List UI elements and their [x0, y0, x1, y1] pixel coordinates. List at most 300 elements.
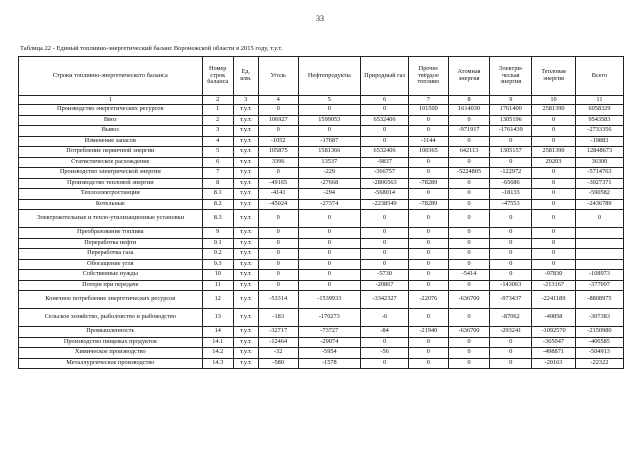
table-cell: 101509 [409, 105, 449, 116]
table-cell: т.у.т. [233, 126, 258, 137]
table-cell: 14.2 [202, 348, 233, 359]
row-label: Обогащение угля [19, 259, 203, 270]
row-label: Переработка нефти [19, 238, 203, 249]
table-cell: -504913 [575, 348, 623, 359]
table-cell: -32717 [258, 327, 298, 338]
column-number: 2 [202, 96, 233, 105]
table-cell: 0 [490, 348, 532, 359]
table-cell: 0 [448, 199, 490, 210]
table-cell: -213167 [532, 280, 576, 291]
table-cell: 0 [409, 249, 449, 260]
table-cell: -2436789 [575, 199, 623, 210]
column-number: 11 [575, 96, 623, 105]
table-cell: 0 [298, 126, 361, 137]
table-cell: -498871 [532, 348, 576, 359]
table-cell: т.у.т. [233, 337, 258, 348]
table-cell: -29074 [298, 337, 361, 348]
table-cell [575, 228, 623, 239]
table-row [19, 210, 624, 228]
table-cell: 0 [409, 157, 449, 168]
table-cell: 0 [490, 358, 532, 369]
table-cell: -183 [258, 309, 298, 327]
table-cell: -27668 [298, 178, 361, 189]
table-cell: -1144 [409, 136, 449, 147]
table-cell: -47553 [490, 199, 532, 210]
table-cell: 0 [448, 280, 490, 291]
column-number: 8 [448, 96, 490, 105]
table-cell: т.у.т. [233, 228, 258, 239]
table-cell: -9837 [361, 157, 409, 168]
table-cell: -19883 [575, 136, 623, 147]
table-cell: т.у.т. [233, 249, 258, 260]
table-cell: 0 [258, 280, 298, 291]
table-cell: 0 [448, 358, 490, 369]
table-cell: 0 [409, 238, 449, 249]
table-cell: 13 [202, 309, 233, 327]
table-cell: -49858 [532, 309, 576, 327]
column-header: Нефтепродукты [298, 57, 361, 96]
table-cell: 0 [448, 178, 490, 189]
table-cell: -65686 [490, 178, 532, 189]
table-cell: 0 [448, 249, 490, 260]
table-cell: т.у.т. [233, 189, 258, 200]
table-cell: -973437 [490, 291, 532, 309]
column-number: 6 [361, 96, 409, 105]
table-cell: 0 [258, 249, 298, 260]
table-cell [575, 259, 623, 270]
table-row [19, 337, 624, 348]
table-cell: 3396 [258, 157, 298, 168]
table-cell: 0 [409, 337, 449, 348]
table-cell: 0 [448, 136, 490, 147]
table-row [19, 259, 624, 270]
table-cell: 0 [361, 210, 409, 228]
table-cell: 36300 [575, 157, 623, 168]
table-cell: т.у.т. [233, 199, 258, 210]
page-number: 33 [316, 14, 324, 23]
table-cell: -8808975 [575, 291, 623, 309]
table-cell: -20867 [361, 280, 409, 291]
table-row [19, 249, 624, 260]
table-cell: 0 [361, 249, 409, 260]
column-number: 3 [233, 96, 258, 105]
table-cell: 106927 [258, 115, 298, 126]
column-number: 5 [298, 96, 361, 105]
table-cell: 0 [409, 309, 449, 327]
table-cell: 9.2 [202, 249, 233, 260]
table-cell: -590582 [575, 189, 623, 200]
row-label: Электрокотельные и тепло-утилизационные установки [19, 210, 203, 228]
column-header: Природный газ [361, 57, 409, 96]
table-cell: т.у.т. [233, 280, 258, 291]
table-cell: 1761400 [490, 105, 532, 116]
row-label: Теплоэлектростанции [19, 189, 203, 200]
column-number: 7 [409, 96, 449, 105]
table-cell: т.у.т. [233, 270, 258, 281]
table-cell: 14 [202, 327, 233, 338]
table-row [19, 178, 624, 189]
row-label: Потребление первичной энергии [19, 147, 203, 158]
table-cell: -5954 [298, 348, 361, 359]
column-header: Строки топливно-энергетического баланса [19, 57, 203, 96]
table-cell: -1761439 [490, 126, 532, 137]
column-header: Всего [575, 57, 623, 96]
table-cell: -22322 [575, 358, 623, 369]
table-cell: -45024 [258, 199, 298, 210]
table-cell: -3342327 [361, 291, 409, 309]
table-cell: 0 [409, 126, 449, 137]
table-cell: -18133 [490, 189, 532, 200]
table-caption: Таблица 22 - Единый топливно-энергетический баланс Воронежской области в 2015 году, т.у.т. [20, 45, 283, 52]
table-cell: т.у.т. [233, 309, 258, 327]
table-cell: 2 [202, 115, 233, 126]
table-cell: -1092570 [532, 327, 576, 338]
table-cell: -1052 [258, 136, 298, 147]
table-row [19, 105, 624, 116]
table-cell: т.у.т. [233, 115, 258, 126]
table-cell: -5414 [448, 270, 490, 281]
table-cell: 0 [532, 178, 576, 189]
table-cell: 12848673 [575, 147, 623, 158]
table-cell: -78289 [409, 199, 449, 210]
table-cell: 0 [409, 189, 449, 200]
table-cell: -27374 [298, 199, 361, 210]
table-cell: -53314 [258, 291, 298, 309]
table-cell: 0 [258, 259, 298, 270]
row-label: Производство пищевых продуктов [19, 337, 203, 348]
row-label: Ввоз [19, 115, 203, 126]
table-row [19, 126, 624, 137]
table-cell: -1539933 [298, 291, 361, 309]
table-cell: -2150980 [575, 327, 623, 338]
table-cell: -365047 [532, 337, 576, 348]
table-cell: т.у.т. [233, 291, 258, 309]
table-cell: 0 [575, 210, 623, 228]
table-cell: 0 [532, 199, 576, 210]
column-number: 4 [258, 96, 298, 105]
row-label: Вывоз [19, 126, 203, 137]
table-cell: 8.1 [202, 189, 233, 200]
table-cell: -6 [361, 309, 409, 327]
table-cell: 9.3 [202, 259, 233, 270]
table-cell: 0 [298, 270, 361, 281]
table-cell: 0 [448, 337, 490, 348]
table-cell: 4 [202, 136, 233, 147]
table-row [19, 168, 624, 179]
table-cell: 0 [258, 105, 298, 116]
row-label: Потери при передаче [19, 280, 203, 291]
header-row [19, 57, 624, 96]
table-cell: -20163 [532, 358, 576, 369]
table-cell: -636700 [448, 291, 490, 309]
table-cell: 0 [361, 126, 409, 137]
table-cell: 105875 [258, 147, 298, 158]
table-cell: 0 [409, 168, 449, 179]
table-cell: 1305157 [490, 147, 532, 158]
table-cell: 9543583 [575, 115, 623, 126]
table-cell: -122972 [490, 168, 532, 179]
table-cell: т.у.т. [233, 147, 258, 158]
table-cell: -307383 [575, 309, 623, 327]
table-row [19, 327, 624, 338]
row-label: Переработка газа [19, 249, 203, 260]
table-cell [575, 249, 623, 260]
table-cell: 1581366 [298, 147, 361, 158]
column-number: 1 [19, 96, 203, 105]
table-cell: -2733356 [575, 126, 623, 137]
table-row [19, 238, 624, 249]
table-cell: -78289 [409, 178, 449, 189]
table-cell: -12464 [258, 337, 298, 348]
table-cell: -2238549 [361, 199, 409, 210]
table-cell: 6532406 [361, 147, 409, 158]
table-cell: 0 [532, 238, 576, 249]
column-number: 9 [490, 96, 532, 105]
table-cell: 100365 [409, 147, 449, 158]
table-cell: т.у.т. [233, 168, 258, 179]
column-number-row [19, 96, 624, 105]
row-label: Сельское хозяйство, рыболовство и рыбоводство [19, 309, 203, 327]
column-header: Прочее твёрдое топливо [409, 57, 449, 96]
table-cell: 1614030 [448, 105, 490, 116]
table-cell: 0 [298, 280, 361, 291]
row-label: Конечное потребление энергетических ресурсов [19, 291, 203, 309]
row-label: Химическое производство [19, 348, 203, 359]
table-cell: 0 [532, 115, 576, 126]
table-cell: т.у.т. [233, 358, 258, 369]
table-cell: 0 [490, 228, 532, 239]
table-cell: 0 [298, 238, 361, 249]
table-cell: -5714763 [575, 168, 623, 179]
table-cell: -229 [298, 168, 361, 179]
table-cell: -143063 [490, 280, 532, 291]
table-cell: -1578 [298, 358, 361, 369]
table-cell: 0 [258, 126, 298, 137]
fuel-energy-balance-table [18, 56, 624, 369]
table-row [19, 228, 624, 239]
table-row [19, 358, 624, 369]
table-cell: 0 [298, 210, 361, 228]
table-cell: 14.1 [202, 337, 233, 348]
table-cell: -636700 [448, 327, 490, 338]
table-cell: т.у.т. [233, 259, 258, 270]
table-row [19, 280, 624, 291]
row-label: Производство энергетических ресурсов [19, 105, 203, 116]
table-cell: 0 [490, 157, 532, 168]
table-cell: -5224805 [448, 168, 490, 179]
table-cell: т.у.т. [233, 105, 258, 116]
table-cell: -294 [298, 189, 361, 200]
table-cell: 0 [490, 136, 532, 147]
table-cell: 0 [448, 228, 490, 239]
table-cell: 9 [202, 228, 233, 239]
table-cell: 2581390 [532, 105, 576, 116]
table-cell: 8.2 [202, 199, 233, 210]
table-cell: 0 [409, 228, 449, 239]
table-cell: 14.3 [202, 358, 233, 369]
table-row [19, 309, 624, 327]
table-row [19, 189, 624, 200]
table-cell [575, 238, 623, 249]
table-cell: 6532406 [361, 115, 409, 126]
table-cell: 10 [202, 270, 233, 281]
table-cell: -377097 [575, 280, 623, 291]
table-cell: 0 [258, 238, 298, 249]
column-header: Уголь [258, 57, 298, 96]
table-cell: 0 [409, 270, 449, 281]
table-cell: 0 [490, 210, 532, 228]
row-label: Металлургическое производство [19, 358, 203, 369]
table-cell: 0 [258, 168, 298, 179]
table-cell: -73727 [298, 327, 361, 338]
table-cell: 0 [361, 238, 409, 249]
table-body [19, 105, 624, 369]
table-cell: 0 [361, 259, 409, 270]
table-cell: -84 [361, 327, 409, 338]
column-header: Атомная энергия [448, 57, 490, 96]
row-label: Изменение запасов [19, 136, 203, 147]
table-cell: 9.1 [202, 238, 233, 249]
table-cell: 5 [202, 147, 233, 158]
table-cell: 1599053 [298, 115, 361, 126]
column-number: 10 [532, 96, 576, 105]
table-cell: -108973 [575, 270, 623, 281]
table-row [19, 348, 624, 359]
table-row [19, 157, 624, 168]
table-cell: т.у.т. [233, 136, 258, 147]
table-cell: т.у.т. [233, 210, 258, 228]
table-cell: -293241 [490, 327, 532, 338]
table-cell: 0 [532, 249, 576, 260]
table-cell: 12 [202, 291, 233, 309]
table-cell: 0 [490, 249, 532, 260]
table-cell: 0 [298, 259, 361, 270]
row-label: Производство электрической энергии [19, 168, 203, 179]
table-cell: т.у.т. [233, 348, 258, 359]
table-cell: 3 [202, 126, 233, 137]
table-cell: 0 [490, 238, 532, 249]
table-cell: 1305196 [490, 115, 532, 126]
table-cell: -406585 [575, 337, 623, 348]
table-cell: 6058329 [575, 105, 623, 116]
table-cell: -97830 [532, 270, 576, 281]
column-header: Тепловая энергия [532, 57, 576, 96]
table-cell: 0 [298, 249, 361, 260]
table-cell: 0 [361, 228, 409, 239]
table-cell: 0 [361, 337, 409, 348]
table-cell: 0 [490, 259, 532, 270]
table-cell: 0 [409, 348, 449, 359]
table-cell: -580 [258, 358, 298, 369]
table-cell: -17687 [298, 136, 361, 147]
table-cell: 7 [202, 168, 233, 179]
table-cell: 0 [409, 259, 449, 270]
table-cell: 11 [202, 280, 233, 291]
table-cell: -366757 [361, 168, 409, 179]
table-cell: 0 [298, 228, 361, 239]
table-cell: 0 [258, 210, 298, 228]
row-label: Промышленность [19, 327, 203, 338]
table-cell: 0 [490, 337, 532, 348]
table-cell: 8 [202, 178, 233, 189]
table-row [19, 136, 624, 147]
table-cell: 0 [361, 105, 409, 116]
table-cell: 0 [532, 126, 576, 137]
table-cell: 0 [258, 228, 298, 239]
table-cell: 0 [532, 189, 576, 200]
table-cell: -3027371 [575, 178, 623, 189]
table-cell: 0 [448, 238, 490, 249]
table-cell: 0 [448, 348, 490, 359]
table-cell: 6 [202, 157, 233, 168]
table-cell: 0 [409, 210, 449, 228]
table-cell: -87062 [490, 309, 532, 327]
table-cell: 0 [409, 115, 449, 126]
table-cell: 0 [361, 358, 409, 369]
table-cell: 0 [448, 157, 490, 168]
column-header: Номер строк баланса [202, 57, 233, 96]
table-cell: 0 [361, 136, 409, 147]
table-cell: 2581390 [532, 147, 576, 158]
table-cell: 0 [490, 270, 532, 281]
table-cell: 0 [409, 280, 449, 291]
table-cell: -22076 [409, 291, 449, 309]
row-label: Производство тепловой энергии [19, 178, 203, 189]
table-cell: 0 [448, 210, 490, 228]
table-cell: т.у.т. [233, 178, 258, 189]
table-row [19, 199, 624, 210]
table-row [19, 115, 624, 126]
table-cell: -2806563 [361, 178, 409, 189]
table-cell: -5730 [361, 270, 409, 281]
table-row [19, 270, 624, 281]
table-cell: 0 [448, 189, 490, 200]
table-cell: 0 [532, 210, 576, 228]
table-cell: -56 [361, 348, 409, 359]
table-cell: 0 [532, 259, 576, 270]
table-cell: -4141 [258, 189, 298, 200]
table-cell: 642113 [448, 147, 490, 158]
table-row [19, 291, 624, 309]
row-label: Котельные [19, 199, 203, 210]
table-cell: 0 [532, 168, 576, 179]
table-cell: т.у.т. [233, 157, 258, 168]
table-cell: 0 [448, 309, 490, 327]
table-cell: 0 [409, 358, 449, 369]
table-cell: -170273 [298, 309, 361, 327]
table-cell: -568014 [361, 189, 409, 200]
table-cell: т.у.т. [233, 238, 258, 249]
table-row [19, 147, 624, 158]
table-cell: 0 [258, 270, 298, 281]
table-cell: 0 [448, 259, 490, 270]
table-cell: -2241189 [532, 291, 576, 309]
table-cell: 1 [202, 105, 233, 116]
table-cell: -32 [258, 348, 298, 359]
row-label: Преобразование топлива [19, 228, 203, 239]
table-cell: 13537 [298, 157, 361, 168]
table-cell: 8.3 [202, 210, 233, 228]
table-cell: -971917 [448, 126, 490, 137]
table-cell: 0 [448, 115, 490, 126]
table-cell: 0 [532, 136, 576, 147]
table-cell: -21940 [409, 327, 449, 338]
column-header: Ед. изм. [233, 57, 258, 96]
row-label: Статистическое расхождение [19, 157, 203, 168]
table-cell: 0 [532, 228, 576, 239]
table-cell: -49165 [258, 178, 298, 189]
table-cell: 29203 [532, 157, 576, 168]
